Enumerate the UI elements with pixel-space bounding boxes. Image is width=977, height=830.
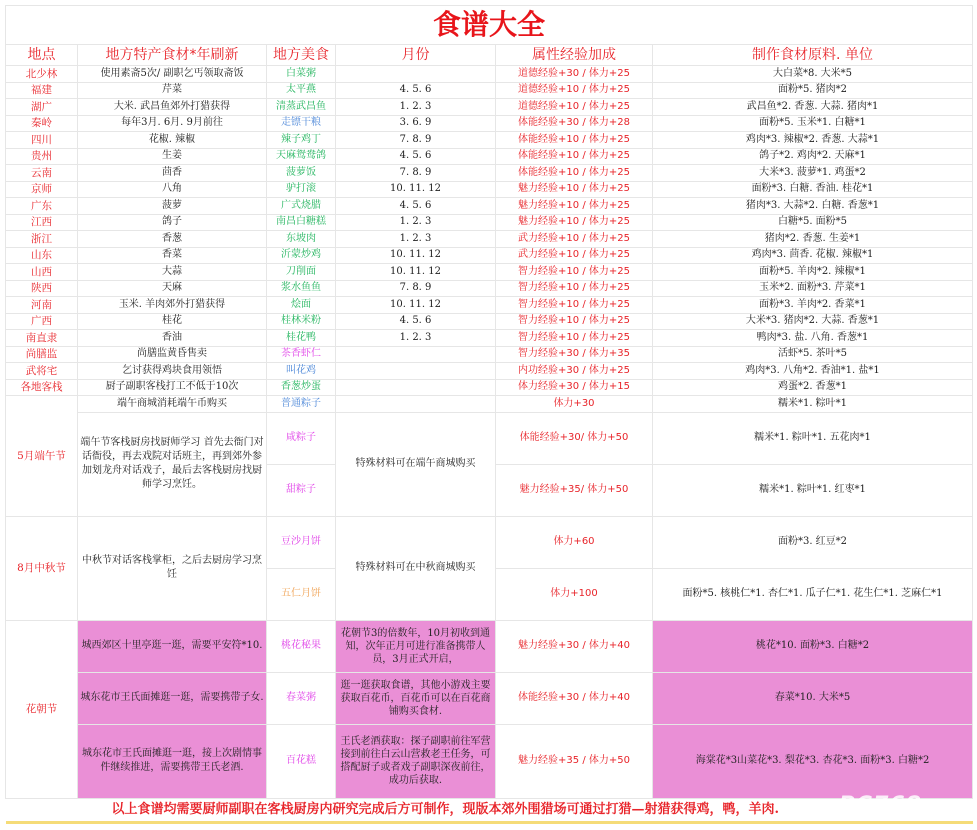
location-cell: 四川 [6, 132, 78, 149]
specialty-cell: 香油 [78, 330, 267, 347]
table-row [6, 672, 973, 724]
page-title: 食谱大全 [6, 6, 973, 45]
ingredients-cell: 活虾*5. 茶叶*5 [653, 346, 973, 363]
dish-cell: 沂蒙炒鸡 [267, 247, 336, 264]
attribute-cell: 智力经验+10 / 体力+25 [496, 313, 653, 330]
location-cell: 京师 [6, 181, 78, 198]
table-row [6, 231, 973, 248]
specialty-cell: 花椒. 辣椒 [78, 132, 267, 149]
festival-note: 花朝节3的倍数年，10月初收到通知，次年正月可进行准备携带人员，3月正式开启， [336, 620, 496, 672]
ingredients-cell: 鸭肉*3. 盐. 八角. 香葱*1 [653, 330, 973, 347]
recipe-table [5, 5, 973, 824]
specialty-cell: 八角 [78, 181, 267, 198]
attribute-cell: 智力经验+10 / 体力+25 [496, 264, 653, 281]
location-cell: 福建 [6, 82, 78, 99]
specialty-cell: 玉米. 羊肉郊外打猎获得 [78, 297, 267, 314]
month-cell: 4. 5. 6 [336, 82, 496, 99]
attribute-cell: 武力经验+10 / 体力+25 [496, 247, 653, 264]
month-cell: 7. 8. 9 [336, 132, 496, 149]
attribute-cell: 魅力经验+10 / 体力+25 [496, 198, 653, 215]
table-row [6, 181, 973, 198]
attribute-cell: 智力经验+10 / 体力+25 [496, 330, 653, 347]
ingredients-cell: 春菜*10. 大米*5 [653, 672, 973, 724]
attribute-cell: 体力+100 [496, 568, 653, 620]
location-cell: 河南 [6, 297, 78, 314]
attribute-cell: 道德经验+10 / 体力+25 [496, 99, 653, 116]
location-cell: 广西 [6, 313, 78, 330]
specialty-cell: 大米. 武昌鱼郊外打猎获得 [78, 99, 267, 116]
location-cell: 山西 [6, 264, 78, 281]
dish-cell: 茶香虾仁 [267, 346, 336, 363]
specialty-cell: 天麻 [78, 280, 267, 297]
table-row [6, 148, 973, 165]
ingredients-cell: 白糖*5. 面粉*5 [653, 214, 973, 231]
dish-cell: 辣子鸡丁 [267, 132, 336, 149]
month-cell [336, 346, 496, 363]
festival-location: 5月端午节 [6, 396, 78, 517]
month-cell: 1. 2. 3 [336, 99, 496, 116]
attribute-cell: 道德经验+10 / 体力+25 [496, 82, 653, 99]
ingredients-cell: 桃花*10. 面粉*3. 白糖*2 [653, 620, 973, 672]
attribute-cell: 魅力经验+10 / 体力+25 [496, 181, 653, 198]
month-cell: 1. 2. 3 [336, 214, 496, 231]
dish-cell: 白菜粥 [267, 66, 336, 83]
specialty-cell: 乞讨获得鸡块食用领悟 [78, 363, 267, 380]
table-row [6, 214, 973, 231]
dish-cell: 咸粽子 [267, 412, 336, 464]
month-cell: 1. 2. 3 [336, 330, 496, 347]
month-cell: 7. 8. 9 [336, 165, 496, 182]
table-row [6, 264, 973, 281]
location-cell: 南直隶 [6, 330, 78, 347]
table-row [6, 165, 973, 182]
attribute-cell: 体力+60 [496, 516, 653, 568]
location-cell: 尚膳监 [6, 346, 78, 363]
header-dish: 地方美食 [267, 45, 336, 66]
attribute-cell: 魅力经验+10 / 体力+25 [496, 214, 653, 231]
attribute-cell: 魅力经验+35/ 体力+50 [496, 464, 653, 516]
attribute-cell: 智力经验+10 / 体力+25 [496, 297, 653, 314]
festival-note: 特殊材料可在中秋商城购买 [336, 516, 496, 620]
specialty-cell: 使用素斋5次/ 副职乞丐领取斋饭 [78, 66, 267, 83]
dish-cell: 刀削面 [267, 264, 336, 281]
dish-cell: 太平燕 [267, 82, 336, 99]
watermark-sub: 软件园 [922, 805, 949, 814]
specialty-cell: 茴香 [78, 165, 267, 182]
specialty-cell: 鸽子 [78, 214, 267, 231]
month-cell: 10. 11. 12 [336, 247, 496, 264]
month-cell: 4. 5. 6 [336, 148, 496, 165]
month-cell: 10. 11. 12 [336, 297, 496, 314]
festival-method: 城西郊区十里亭逛一逛，需要平安符*10. [78, 620, 267, 672]
month-cell: 3. 6. 9 [336, 115, 496, 132]
dish-cell: 百花糕 [267, 724, 336, 798]
dish-cell: 叫花鸡 [267, 363, 336, 380]
attribute-cell: 体能经验+10 / 体力+25 [496, 165, 653, 182]
ingredients-cell: 大白菜*8. 大米*5 [653, 66, 973, 83]
table-row [6, 346, 973, 363]
dish-cell: 桂花鸭 [267, 330, 336, 347]
month-cell [336, 363, 496, 380]
dish-cell: 走镖干粮 [267, 115, 336, 132]
table-row [6, 82, 973, 99]
dish-cell: 东坡肉 [267, 231, 336, 248]
festival-note: 逛一逛获取食谱，其他小游戏主要获取百花币，百花币可以在百花商铺购买食材. [336, 672, 496, 724]
table-row [6, 412, 973, 464]
specialty-cell: 芹菜 [78, 82, 267, 99]
dish-cell: 广式烧腊 [267, 198, 336, 215]
ingredients-cell: 面粉*5. 羊肉*2. 辣椒*1 [653, 264, 973, 281]
table-row [6, 396, 973, 413]
watermark-logo [839, 793, 949, 818]
dish-cell: 菠萝饭 [267, 165, 336, 182]
attribute-cell: 体能经验+30 / 体力+40 [496, 672, 653, 724]
month-cell: 4. 5. 6 [336, 313, 496, 330]
recipe-table-sheet [5, 5, 972, 824]
specialty-cell: 大蒜 [78, 264, 267, 281]
ingredients-cell: 猪肉*3. 大蒜*2. 白糖. 香葱*1 [653, 198, 973, 215]
dish-cell: 桂林米粉 [267, 313, 336, 330]
location-cell: 江西 [6, 214, 78, 231]
month-cell: 7. 8. 9 [336, 280, 496, 297]
ingredients-cell: 鸡蛋*2. 香葱*1 [653, 379, 973, 396]
location-cell: 湖广 [6, 99, 78, 116]
month-cell [336, 379, 496, 396]
attribute-cell: 体能经验+30 / 体力+28 [496, 115, 653, 132]
header-row [6, 45, 973, 66]
specialty-cell: 尚膳监黄昏售卖 [78, 346, 267, 363]
ingredients-cell: 面粉*5. 猪肉*2 [653, 82, 973, 99]
location-cell: 山东 [6, 247, 78, 264]
attribute-cell: 武力经验+10 / 体力+25 [496, 231, 653, 248]
month-cell [336, 396, 496, 413]
ingredients-cell: 糯米*1. 粽叶*1. 红枣*1 [653, 464, 973, 516]
table-row [6, 620, 973, 672]
specialty-cell: 菠萝 [78, 198, 267, 215]
ingredients-cell: 大米*3. 菠萝*1. 鸡蛋*2 [653, 165, 973, 182]
ingredients-cell: 面粉*5. 玉米*1. 白糖*1 [653, 115, 973, 132]
ingredients-cell: 糯米*1. 粽叶*1 [653, 396, 973, 413]
ingredients-cell: 面粉*3. 白糖. 香油. 桂花*1 [653, 181, 973, 198]
attribute-cell: 体力+30 [496, 396, 653, 413]
month-cell: 1. 2. 3 [336, 231, 496, 248]
dish-cell: 豆沙月饼 [267, 516, 336, 568]
specialty-cell: 厨子副职客栈打工不低于10次 [78, 379, 267, 396]
attribute-cell: 体力经验+30 / 体力+15 [496, 379, 653, 396]
ingredients-cell: 鸡肉*3. 茴香. 花椒. 辣椒*1 [653, 247, 973, 264]
regular-rows [6, 66, 973, 396]
location-cell: 各地客栈 [6, 379, 78, 396]
location-cell: 秦岭 [6, 115, 78, 132]
dish-cell: 南昌白糖糕 [267, 214, 336, 231]
ingredients-cell: 大米*3. 猪肉*2. 大蒜. 香葱*1 [653, 313, 973, 330]
header-month: 月份 [336, 45, 496, 66]
location-cell: 贵州 [6, 148, 78, 165]
table-row [6, 115, 973, 132]
table-row [6, 724, 973, 798]
attribute-cell: 智力经验+10 / 体力+25 [496, 280, 653, 297]
location-cell: 北少林 [6, 66, 78, 83]
location-cell: 广东 [6, 198, 78, 215]
specialty-cell: 端午商城消耗端午币购买 [78, 396, 267, 413]
festival-method: 城东花市王氏面摊逛一逛，接上次剧情事件继续推进，需要携带王氏老酒. [78, 724, 267, 798]
table-row [6, 198, 973, 215]
month-cell: 10. 11. 12 [336, 181, 496, 198]
dish-cell: 桃花秘果 [267, 620, 336, 672]
dish-cell: 五仁月饼 [267, 568, 336, 620]
attribute-cell: 内功经验+30 / 体力+25 [496, 363, 653, 380]
dish-cell: 清蒸武昌鱼 [267, 99, 336, 116]
attribute-cell: 体能经验+30/ 体力+50 [496, 412, 653, 464]
festival-location: 花朝节 [6, 620, 78, 798]
location-cell: 浙江 [6, 231, 78, 248]
attribute-cell: 魅力经验+35 / 体力+50 [496, 724, 653, 798]
table-row [6, 313, 973, 330]
dish-cell: 驴打滚 [267, 181, 336, 198]
festival-note: 王氏老酒获取：探子副职前往军营接到前往白云山营救老王任务，可搭配厨子或者戏子副职深夜前往，成功后获取. [336, 724, 496, 798]
dish-cell: 天麻鸳鸯鸽 [267, 148, 336, 165]
table-row [6, 297, 973, 314]
footer-row [6, 798, 973, 822]
attribute-cell: 智力经验+30 / 体力+35 [496, 346, 653, 363]
ingredients-cell: 海棠花*3山菜花*3. 梨花*3. 杏花*3. 面粉*3. 白糖*2 [653, 724, 973, 798]
dish-cell: 浆水鱼鱼 [267, 280, 336, 297]
festival-note: 特殊材料可在端午商城购买 [336, 412, 496, 516]
header-specialty: 地方特产食材*年刷新 [78, 45, 267, 66]
month-cell [336, 66, 496, 83]
dish-cell: 香葱炒蛋 [267, 379, 336, 396]
ingredients-cell: 鸽子*2. 鸡肉*2. 天麻*1 [653, 148, 973, 165]
watermark-brand: PC768 [838, 793, 922, 818]
header-attribute: 属性经验加成 [496, 45, 653, 66]
attribute-cell: 道德经验+30 / 体力+25 [496, 66, 653, 83]
footer-note: 以上食谱均需要厨师副职在客栈厨房内研究完成后方可制作，现版本郊外围猎场可通过打猎—射猎获得鸡，鸭，羊肉. [6, 798, 973, 822]
table-row [6, 99, 973, 116]
festival-method: 端午节客栈厨房找厨师学习 首先去衙门对话衙役，再去戏院对话班主，再到郊外参加划龙舟对话戏子，最后去客栈厨房找厨师学习烹饪。 [78, 412, 267, 516]
ingredients-cell: 面粉*3. 红豆*2 [653, 516, 973, 568]
festival-location: 8月中秋节 [6, 516, 78, 620]
ingredients-cell: 猪肉*2. 香葱. 生姜*1 [653, 231, 973, 248]
ingredients-cell: 面粉*5. 核桃仁*1. 杏仁*1. 瓜子仁*1. 花生仁*1. 芝麻仁*1 [653, 568, 973, 620]
month-cell: 10. 11. 12 [336, 264, 496, 281]
specialty-cell: 生姜 [78, 148, 267, 165]
ingredients-cell: 玉米*2. 面粉*3. 芹菜*1 [653, 280, 973, 297]
header-location: 地点 [6, 45, 78, 66]
location-cell: 陕西 [6, 280, 78, 297]
table-row [6, 516, 973, 568]
ingredients-cell: 武昌鱼*2. 香葱. 大蒜. 猪肉*1 [653, 99, 973, 116]
table-row [6, 379, 973, 396]
table-row [6, 280, 973, 297]
ingredients-cell: 鸡肉*3. 八角*2. 香油*1. 盐*1 [653, 363, 973, 380]
table-row [6, 132, 973, 149]
table-row [6, 330, 973, 347]
dish-cell: 烩面 [267, 297, 336, 314]
ingredients-cell: 面粉*3. 羊肉*2. 香菜*1 [653, 297, 973, 314]
specialty-cell: 香菜 [78, 247, 267, 264]
table-row [6, 363, 973, 380]
dish-cell: 春菜粥 [267, 672, 336, 724]
attribute-cell: 魅力经验+30 / 体力+40 [496, 620, 653, 672]
table-row [6, 66, 973, 83]
festival-method: 城东花市王氏面摊逛一逛，需要携带子女. [78, 672, 267, 724]
table-row [6, 247, 973, 264]
festival-method: 中秋节对话客栈掌柜，之后去厨房学习烹饪 [78, 516, 267, 620]
location-cell: 武将宅 [6, 363, 78, 380]
dish-cell: 甜粽子 [267, 464, 336, 516]
attribute-cell: 体能经验+10 / 体力+25 [496, 132, 653, 149]
dish-cell: 普通粽子 [267, 396, 336, 413]
specialty-cell: 桂花 [78, 313, 267, 330]
attribute-cell: 体能经验+10 / 体力+25 [496, 148, 653, 165]
specialty-cell: 香葱 [78, 231, 267, 248]
month-cell: 4. 5. 6 [336, 198, 496, 215]
ingredients-cell: 鸡肉*3. 辣椒*2. 香葱. 大蒜*1 [653, 132, 973, 149]
header-ingredients: 制作食材原料. 单位 [653, 45, 973, 66]
ingredients-cell: 糯米*1. 粽叶*1. 五花肉*1 [653, 412, 973, 464]
specialty-cell: 每年3月. 6月. 9月前往 [78, 115, 267, 132]
location-cell: 云南 [6, 165, 78, 182]
